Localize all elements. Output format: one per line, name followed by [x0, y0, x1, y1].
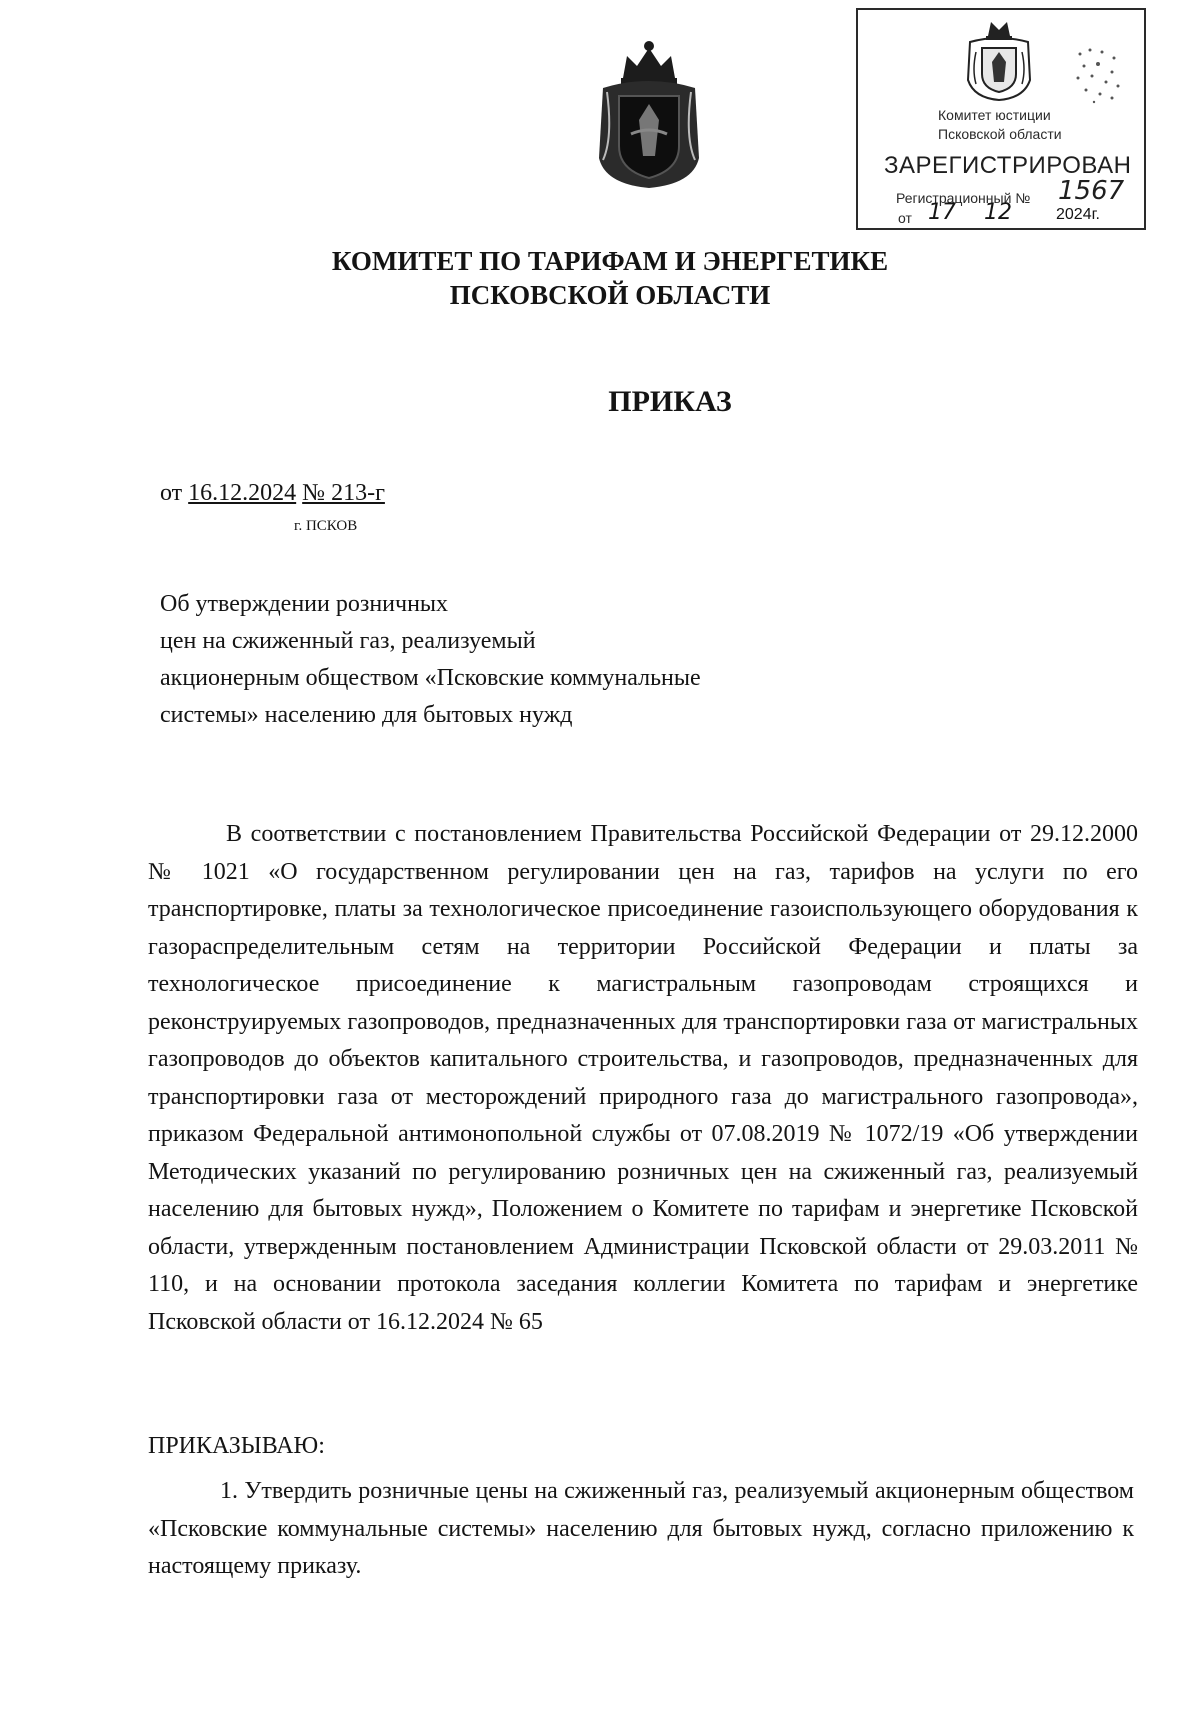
stamp-org-line-1: Комитет юстиции [938, 107, 1051, 123]
order-word: ПРИКАЗЫВАЮ: [148, 1433, 325, 1459]
stamp-org-line-2: Псковской области [938, 126, 1062, 142]
registration-stamp [856, 8, 1146, 230]
date-prefix: от [160, 480, 189, 506]
stamp-coat-of-arms-icon [966, 18, 1032, 102]
stamp-date-year: 2024г. [1056, 206, 1100, 223]
stamp-date-prefix: от [898, 210, 912, 226]
preamble-paragraph: В соответствии с постановлением Правительства Российской Федерации от 29.12.2000 № 1021 «О государственном регулировании цен на газ, тарифов на услуги по его транспортировке, платы за технологическое присоединение газоиспользующего оборудования к газораспределительным сетям на территории Российской Федерации и платы за технологическое присоединение к магистральным газопроводам строящихся и реконструируемых газопроводов, предназначенных для транспортировки газа от магистральных газопроводов до объектов капитального строительства, и газопроводов, предназначенных для транспортировки газа от месторождений природного газа до магистрального газопровода», приказом Федеральной антимонопольной службы от 07.08.2019 № 1072/19 «Об утверждении Методических указаний по регулированию розничных цен на сжиженный газ, реализуемый населению для бытовых нужд», Положением о Комитете по тарифам и энергетике Псковской области, утвержденным постановлением Администрации Псковской области от 29.03.2011 № 110, и на основании протокола заседания коллегии Комитета по тарифам и энергетике Псковской области от 16.12.2024 № 65 [148, 821, 1138, 1335]
org-name-line-2: ПСКОВСКОЙ ОБЛАСТИ [449, 280, 771, 310]
document-subject [160, 586, 880, 734]
org-name-line-1: КОМИТЕТ ПО ТАРИФАМ И ЭНЕРГЕТИКЕ [331, 246, 889, 276]
document-date-line [160, 480, 385, 507]
subject-line: акционерным обществом «Псковские коммунальные [160, 665, 701, 691]
coat-of-arms-icon [593, 38, 705, 190]
stamp-date-day: 17 [928, 200, 956, 225]
stamp-reg-number: 1567 [1058, 176, 1125, 206]
stamp-reg-label: Регистрационный № [896, 190, 1031, 206]
subject-line: цен на сжиженный газ, реализуемый [160, 628, 536, 654]
subject-line: системы» населению для бытовых нужд [160, 702, 573, 728]
subject-line: Об утверждении розничных [160, 591, 449, 617]
document-type: ПРИКАЗ [608, 385, 732, 418]
stamp-status: ЗАРЕГИСТРИРОВАН [884, 152, 1132, 179]
round-seal-icon [1072, 44, 1124, 104]
stamp-date-month: 12 [984, 200, 1012, 225]
document-city: г. ПСКОВ [294, 518, 358, 534]
document-number: № 213-г [302, 480, 385, 506]
document-date: 16.12.2024 [188, 480, 297, 506]
order-item-1: 1. Утвердить розничные цены на сжиженный газ, реализуемый акционерным обществом «Псковские коммунальные системы» населению для бытовых нужд, согласно приложению к настоящему приказу. [148, 1478, 1134, 1579]
